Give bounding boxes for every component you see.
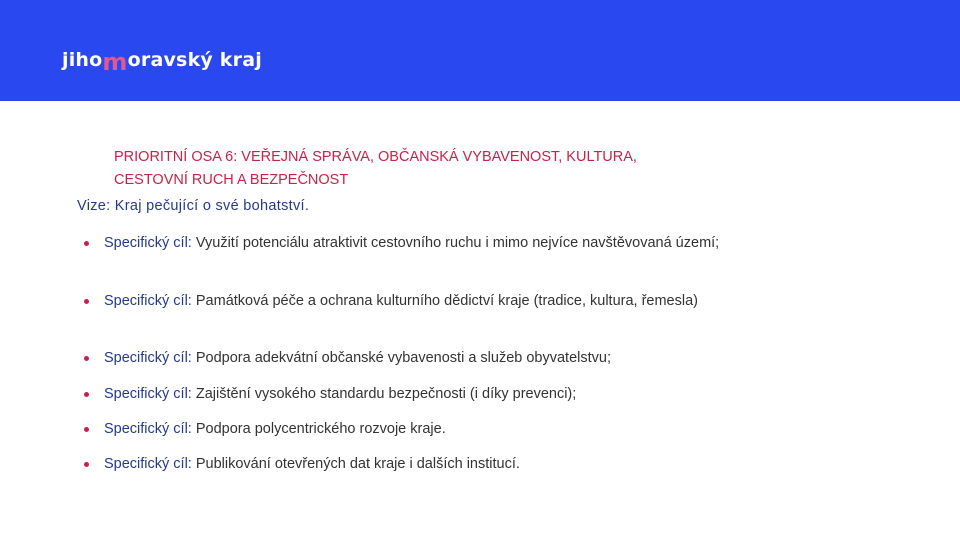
list-item — [84, 347, 756, 369]
goal-text-wrap — [104, 232, 756, 254]
vision-statement: Vize: Kraj pečující o své bohatství. — [77, 198, 310, 214]
goal-text-wrap — [104, 418, 756, 440]
goal-text: Publikování otevřených dat kraje i dalších institucí. — [195, 456, 520, 472]
goal-text: Využití potenciálu atraktivit cestovního ruchu i mimo nejvíce navštěvovaná území; — [195, 235, 720, 251]
goal-label: Specifický cíl: — [104, 293, 192, 309]
bullet-icon — [84, 241, 89, 246]
bullet-icon — [84, 427, 89, 432]
goal-text: Podpora adekvátní občanské vybavenosti a služeb obyvatelstvu; — [195, 350, 611, 366]
goal-text: Podpora polycentrického rozvoje kraje. — [195, 421, 446, 437]
goal-text: Památková péče a ochrana kulturního dědictví kraje (tradice, kultura, řemesla) — [195, 293, 698, 309]
goal-label: Specifický cíl: — [104, 235, 192, 251]
bullet-icon — [84, 392, 89, 397]
goal-label: Specifický cíl: — [104, 350, 192, 366]
goal-text-wrap — [104, 383, 756, 405]
heading-line-2: CESTOVNÍ RUCH A BEZPEČNOST — [114, 172, 349, 188]
logo-text-end: oravský kraj — [127, 49, 262, 71]
goal-text-wrap — [104, 453, 756, 475]
list-item — [84, 290, 756, 312]
goal-label: Specifický cíl: — [104, 386, 192, 402]
logo-text-start: jiho — [62, 49, 103, 71]
priority-axis-heading — [114, 146, 754, 192]
list-item — [84, 453, 756, 475]
goal-label: Specifický cíl: — [104, 456, 192, 472]
bullet-icon — [84, 356, 89, 361]
goal-text: Zajištění vysokého standardu bezpečnosti (i díky prevenci); — [195, 386, 577, 402]
logo — [62, 44, 262, 76]
header-bar — [0, 0, 960, 101]
heading-line-1: PRIORITNÍ OSA 6: VEŘEJNÁ SPRÁVA, OBČANSKÁ VYBAVENOST, KULTURA, — [114, 149, 637, 165]
list-item — [84, 232, 756, 254]
bullet-icon — [84, 299, 89, 304]
goal-label: Specifický cíl: — [104, 421, 192, 437]
list-item — [84, 418, 756, 440]
bullet-icon — [84, 462, 89, 467]
list-item — [84, 383, 756, 405]
goal-text-wrap — [104, 347, 756, 369]
logo-accent-letter: m — [102, 48, 128, 76]
goal-text-wrap — [104, 290, 756, 312]
